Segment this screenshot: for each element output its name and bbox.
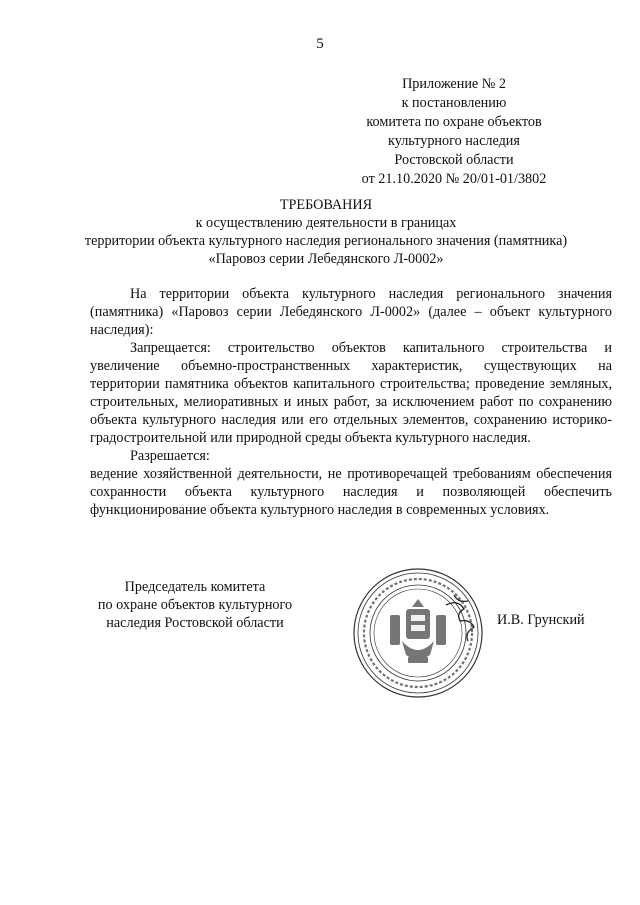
appendix-line: к постановлению [401,95,507,111]
allowed-heading: Разрешается: [130,448,210,464]
page-number: 5 [316,36,324,52]
document-title [60,196,592,268]
position-line: наследия Ростовской области [106,615,284,631]
title-line: «Паровоз серии Лебедянского Л-0002» [208,251,444,267]
title-line: территории объекта культурного наследия регионального значения (памятника) [84,233,568,249]
position-line: Председатель комитета [124,579,266,595]
signatory-name: И.В. Грунский [497,612,585,628]
appendix-line: культурного наследия [388,133,520,149]
appendix-line: Ростовской области [394,152,514,168]
appendix-line: от 21.10.2020 № 20/01-01/3802 [361,171,547,187]
appendix-line: комитета по охране объектов [366,114,542,130]
appendix-line: Приложение № 2 [402,76,506,92]
appendix-header [324,75,584,189]
prohibited-paragraph: Запрещается: строительство объектов капитального строительства и увеличение объемно-пространственных характеристик, существующих на территории памятника объектов капитального строительства; проведение земляных, строительных, мелиоративных и иных работ, за исключением работ по сохранению объекта культурного наследия или его отдельных элементов, сохранению историко-градостроительной или природной среды объекта культурного наследия. [90,340,612,446]
allowed-paragraph: ведение хозяйственной деятельности, не противоречащей требованиям обеспечения сохранности объекта культурного наследия и позволяющей обеспечить функционирование объекта культурного наследия в современных условиях. [90,466,612,518]
official-seal-icon [350,565,486,701]
title-heading: ТРЕБОВАНИЯ [279,197,373,213]
title-line: к осуществлению деятельности в границах [195,215,457,231]
position-line: по охране объектов культурного [97,597,293,613]
signatory-position [88,578,302,632]
intro-paragraph: На территории объекта культурного наследия регионального значения (памятника) «Паровоз серии Лебедянского Л-0002» (далее – объект культурного наследия): [90,286,612,338]
document-body [90,285,612,519]
